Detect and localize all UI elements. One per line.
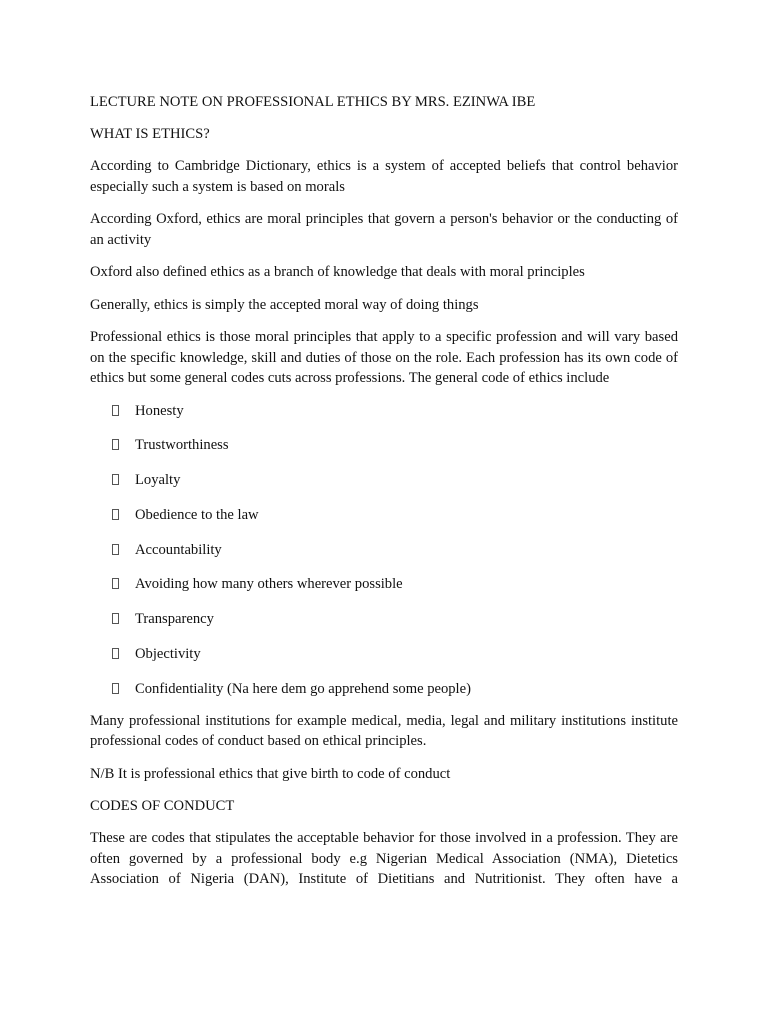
missing-glyph-bullet-icon <box>112 648 119 659</box>
paragraph-codes-of-conduct: These are codes that stipulates the acceptable behavior for those involved in a profession. They are often governed by a professional body e.g Nigerian Medical Association (NMA), Dietetics Association of Nigeria (DAN), Institute of Dietitians and Nutritionist. They often have a <box>90 830 678 888</box>
paragraph-professional-institutions: Many professional institutions for example medical, media, legal and military institutions institute professional codes of conduct based on ethical principles. <box>90 712 678 750</box>
list-item-label: Avoiding how many others wherever possible <box>135 576 403 593</box>
missing-glyph-bullet-icon <box>112 578 119 589</box>
list-item <box>90 609 678 629</box>
missing-glyph-bullet-icon <box>112 613 119 624</box>
list-item-label: Trustworthiness <box>135 437 229 454</box>
missing-glyph-bullet-icon <box>112 544 119 555</box>
list-item-label: Honesty <box>135 402 184 419</box>
missing-glyph-bullet-icon <box>112 439 119 450</box>
paragraph-oxford-definition: According Oxford, ethics are moral principles that govern a person's behavior or the conducting of an activity <box>90 211 678 248</box>
paragraph-professional-ethics: Professional ethics is those moral principles that apply to a specific profession and will vary based on the specific knowledge, skill and duties of those on the role. Each profession has its own code of ethics but some general codes cuts across professions. The general code of ethics include <box>90 329 678 386</box>
list-item-label: Accountability <box>135 541 222 558</box>
list-item-label: Loyalty <box>135 472 181 489</box>
list-item-label: Confidentiality (Na here dem go apprehend some people) <box>135 680 471 697</box>
missing-glyph-bullet-icon <box>112 683 119 694</box>
document-page <box>90 92 678 902</box>
section-heading-codes-of-conduct: CODES OF CONDUCT <box>90 798 235 815</box>
list-item-label: Transparency <box>135 611 214 628</box>
list-item <box>90 540 678 560</box>
paragraph-cambridge-definition: According to Cambridge Dictionary, ethics is a system of accepted beliefs that control behavior especially such a system is based on morals <box>90 158 678 195</box>
list-item <box>90 505 678 525</box>
list-item <box>90 470 678 490</box>
ethics-codes-list <box>90 401 678 699</box>
missing-glyph-bullet-icon <box>112 405 119 416</box>
list-item <box>90 679 678 699</box>
missing-glyph-bullet-icon <box>112 509 119 520</box>
list-item-label: Obedience to the law <box>135 506 259 523</box>
document-title: LECTURE NOTE ON PROFESSIONAL ETHICS BY MRS. EZINWA IBE <box>90 94 536 110</box>
list-item <box>90 435 678 455</box>
paragraph-nb-note: N/B It is professional ethics that give birth to code of conduct <box>90 765 451 782</box>
list-item <box>90 574 678 594</box>
list-item <box>90 644 678 664</box>
list-item-label: Objectivity <box>135 646 201 663</box>
paragraph-oxford-branch: Oxford also defined ethics as a branch of knowledge that deals with moral principles <box>90 264 585 280</box>
list-item <box>90 401 678 421</box>
section-heading-what-is-ethics: WHAT IS ETHICS? <box>90 126 210 142</box>
missing-glyph-bullet-icon <box>112 474 119 485</box>
paragraph-general-definition: Generally, ethics is simply the accepted moral way of doing things <box>90 296 479 313</box>
